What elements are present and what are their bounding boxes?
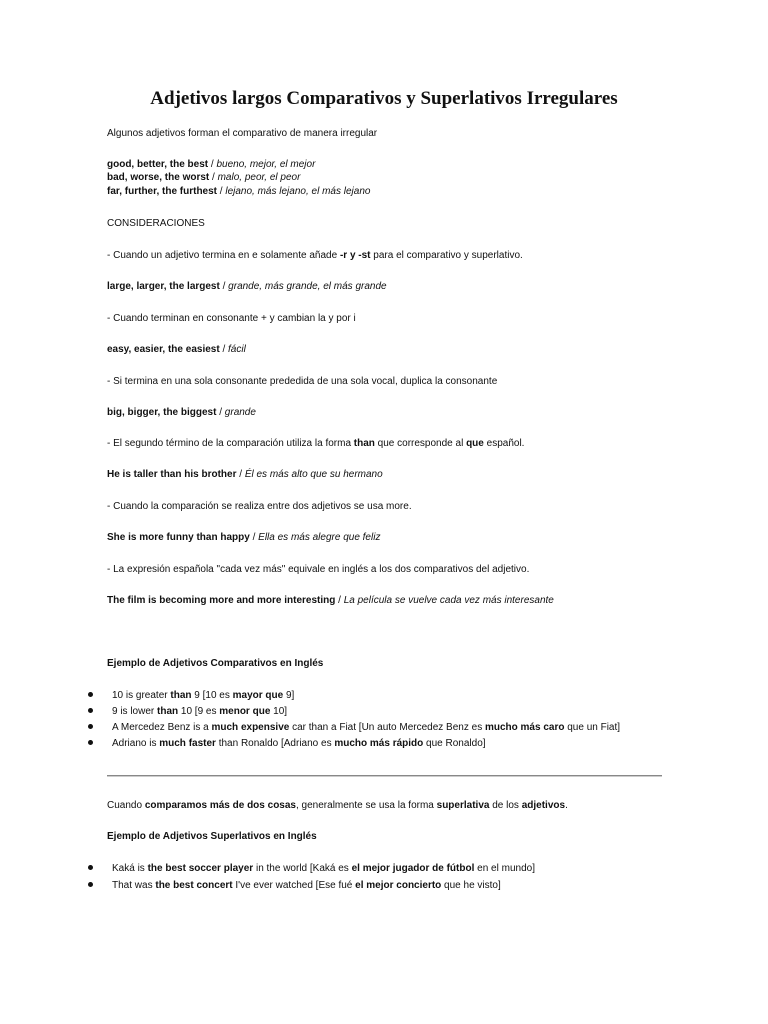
- rule-3: - Si termina en una sola consonante prededida de una sola vocal, duplica la consonante: [107, 376, 498, 387]
- item-text: 10 [9 es: [178, 706, 220, 717]
- example-en: big, bigger, the biggest: [107, 407, 217, 418]
- intro-bold: superlativa: [436, 800, 490, 811]
- rule-text: español.: [483, 438, 525, 449]
- item-bold: mucho más caro: [484, 722, 565, 733]
- item-text: en el mundo]: [474, 863, 535, 874]
- example-en: He is taller than his brother: [107, 469, 237, 480]
- item-bold: el mejor jugador de fútbol: [351, 863, 475, 874]
- item-text: 9]: [283, 690, 295, 701]
- item-bold: mayor que: [232, 690, 284, 701]
- item-bold: the best concert: [155, 880, 233, 891]
- comparatives-heading-text: Ejemplo de Adjetivos Comparativos en Inglés: [107, 658, 324, 669]
- item-bold: much faster: [159, 738, 216, 749]
- example-en: easy, easier, the easiest: [107, 344, 220, 355]
- item-text: I've ever watched [Ese fué: [232, 880, 356, 891]
- example-3: [107, 406, 256, 419]
- intro-bold: adjetivos: [521, 800, 566, 811]
- item-text: 9 is lower: [112, 706, 158, 717]
- item-bold: than: [157, 706, 179, 717]
- example-es: grande, más grande, el más grande: [228, 281, 387, 292]
- list-item: [88, 862, 535, 875]
- separator: /: [249, 532, 259, 543]
- example-es: fácil: [228, 344, 246, 355]
- separator: /: [216, 407, 225, 418]
- separator: /: [219, 344, 229, 355]
- separator: /: [209, 172, 218, 183]
- item-bold: the best soccer player: [147, 863, 254, 874]
- intro-text: de los: [489, 800, 522, 811]
- irregular-es: lejano, más lejano, el más lejano: [225, 186, 371, 197]
- intro-text: , generalmente se usa la forma: [296, 800, 437, 811]
- irregular-row: [107, 171, 300, 184]
- item-text: 9 [10 es: [191, 690, 233, 701]
- item-text: 10 is greater: [112, 690, 171, 701]
- example-5: [107, 531, 380, 544]
- item-text: Adriano is: [112, 738, 160, 749]
- intro-text: .: [565, 800, 568, 811]
- item-text: 10]: [270, 706, 288, 717]
- rule-6: - La expresión española "cada vez más" equivale en inglés a los dos comparativos del adjetivo.: [107, 564, 530, 575]
- separator: /: [208, 159, 217, 170]
- bullet-icon: [88, 882, 93, 887]
- example-2: [107, 343, 246, 356]
- item-text: que Ronaldo]: [423, 738, 486, 749]
- list-item: [88, 689, 294, 702]
- item-text: car than a Fiat [Un auto Mercedez Benz es: [289, 722, 485, 733]
- separator: /: [217, 186, 226, 197]
- irregular-en: good, better, the best: [107, 159, 209, 170]
- rule-4: [107, 437, 524, 450]
- bullet-icon: [88, 724, 93, 729]
- item-text: A Mercedez Benz is a: [112, 722, 212, 733]
- bullet-icon: [88, 740, 93, 745]
- example-es: Ella es más alegre que feliz: [258, 532, 381, 543]
- item-bold: much expensive: [211, 722, 290, 733]
- irregular-es: bueno, mejor, el mejor: [216, 159, 316, 170]
- irregular-en: far, further, the furthest: [107, 186, 218, 197]
- intro-bold: comparamos más de dos cosas: [144, 800, 296, 811]
- rule-text: - El segundo término de la comparación utiliza la forma: [107, 438, 354, 449]
- list-item: [88, 705, 287, 718]
- item-bold: el mejor concierto: [355, 880, 442, 891]
- intro-text: Algunos adjetivos forman el comparativo de manera irregular: [107, 128, 378, 139]
- rule-text: - Cuando un adjetivo termina en e solamente añade: [107, 250, 340, 261]
- item-text: Kaká is: [112, 863, 148, 874]
- irregular-es: malo, peor, el peor: [217, 172, 301, 183]
- superlatives-heading: [107, 830, 317, 843]
- bullet-icon: [88, 708, 93, 713]
- separator: /: [219, 281, 229, 292]
- superlative-intro: [107, 799, 568, 812]
- example-en: She is more funny than happy: [107, 532, 250, 543]
- example-1: [107, 280, 387, 293]
- superlatives-heading-text: Ejemplo de Adjetivos Superlativos en Inglés: [107, 831, 317, 842]
- example-6: [107, 594, 554, 607]
- item-bold: menor que: [219, 706, 271, 717]
- page-title: Adjetivos largos Comparativos y Superlativos Irregulares: [150, 88, 618, 109]
- bullet-icon: [88, 692, 93, 697]
- item-text: than Ronaldo [Adriano es: [215, 738, 335, 749]
- rule-bold: que: [466, 438, 484, 449]
- rule-bold: -r y -st: [339, 250, 371, 261]
- item-text: in the world [Kaká es: [253, 863, 352, 874]
- intro-text: Cuando: [107, 800, 145, 811]
- item-bold: mucho más rápido: [334, 738, 424, 749]
- example-4: [107, 468, 383, 481]
- list-item: [88, 879, 501, 892]
- item-text: That was: [112, 880, 156, 891]
- irregular-en: bad, worse, the worst: [107, 172, 210, 183]
- irregular-row: [107, 185, 370, 198]
- rule-text: para el comparativo y superlativo.: [370, 250, 523, 261]
- comparatives-heading: [107, 657, 323, 670]
- example-es: grande: [224, 407, 256, 418]
- item-bold: than: [170, 690, 192, 701]
- list-item: [88, 737, 486, 750]
- rule-2: - Cuando terminan en consonante + y cambian la y por i: [107, 313, 356, 324]
- horizontal-divider: [107, 775, 662, 777]
- example-es: Él es más alto que su hermano: [244, 469, 383, 480]
- item-text: que he visto]: [441, 880, 501, 891]
- rule-5: - Cuando la comparación se realiza entre dos adjetivos se usa more.: [107, 501, 412, 512]
- rule-1: [107, 249, 523, 262]
- list-item: [88, 721, 620, 734]
- rule-text: que corresponde al: [374, 438, 467, 449]
- example-en: The film is becoming more and more interesting: [107, 595, 336, 606]
- example-es: La película se vuelve cada vez más interesante: [343, 595, 554, 606]
- separator: /: [236, 469, 245, 480]
- item-text: que un Fiat]: [564, 722, 621, 733]
- separator: /: [335, 595, 344, 606]
- considerations-heading: CONSIDERACIONES: [107, 218, 205, 229]
- bullet-icon: [88, 865, 93, 870]
- irregular-row: [107, 158, 315, 171]
- example-en: large, larger, the largest: [107, 281, 220, 292]
- rule-bold: than: [353, 438, 375, 449]
